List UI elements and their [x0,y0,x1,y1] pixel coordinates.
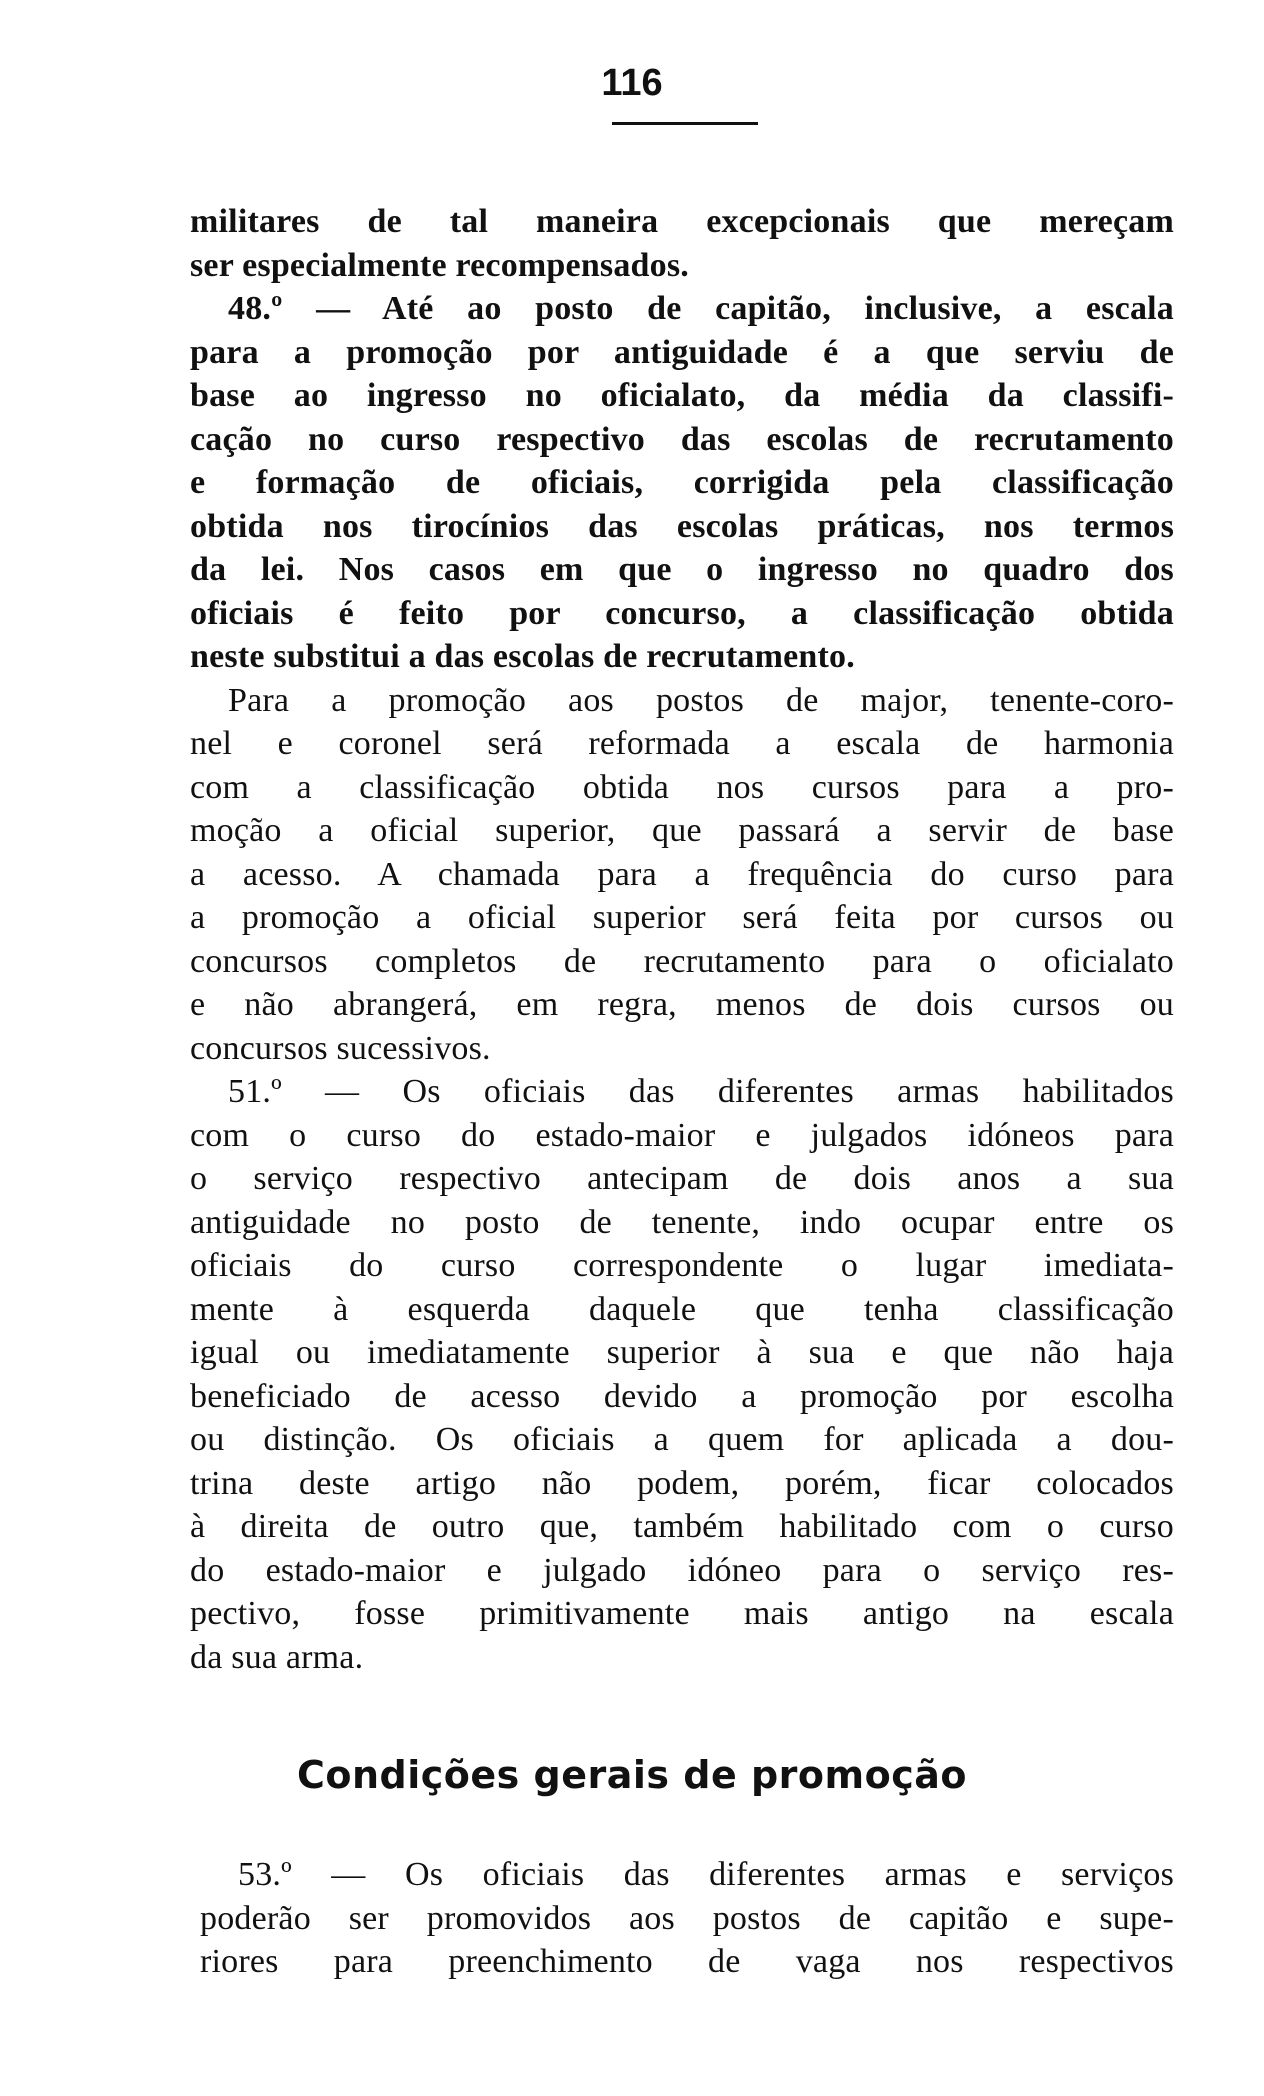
text-line: a promoção a oficial superior será feita por cursos ou [190,899,1174,936]
text-line: oficiais do curso correspondente o lugar imediata- [190,1247,1174,1284]
text-line: concursos completos de recrutamento para o oficialato [190,942,1174,980]
text-line: o serviço respectivo antecipam de dois anos a sua [190,1160,1174,1197]
section-body [200,1853,1174,1984]
text-line: ser especialmente recompensados. [190,246,690,284]
section-heading: Condições gerais de promoção [297,1753,967,1797]
text-line: à direita de outro que, também habilitado com o curso [190,1508,1174,1545]
text-line: oficiais é feito por concurso, a classificação obtida [190,594,1174,632]
text-line: pectivo, fosse primitivamente mais antigo na escala [190,1595,1174,1632]
page-number: 116 [601,62,663,104]
text-line: Para a promoção aos postos de major, tenente-coro- [228,681,1174,719]
text-line: e formação de oficiais, corrigida pela classificação [190,464,1174,501]
article-51-line: 51.º — Os oficiais das diferentes armas habilitados [228,1073,1174,1110]
text-line: com o curso do estado-maior e julgados idóneos para [190,1116,1174,1154]
body-text [190,200,1174,1679]
text-line: obtida nos tirocínios das escolas práticas, nos termos [190,507,1174,545]
text-line: da sua arma. [190,1638,364,1676]
article-48-line: 48.º — Até ao posto de capitão, inclusive, a escala [228,290,1174,327]
text-line: e não abrangerá, em regra, menos de dois cursos ou [190,986,1174,1023]
text-line: igual ou imediatamente superior à sua e que não haja [190,1334,1174,1371]
text-line: moção a oficial superior, que passará a servir de base [190,812,1174,849]
text-line: mente à esquerda daquele que tenha classificação [190,1290,1174,1328]
text-line: trina deste artigo não podem, porém, ficar colocados [190,1464,1174,1502]
text-line: para a promoção por antiguidade é a que serviu de [190,333,1174,371]
text-line: cação no curso respectivo das escolas de recrutamento [190,420,1174,458]
text-line: nel e coronel será reformada a escala de harmonia [190,725,1174,762]
text-line: da lei. Nos casos em que o ingresso no quadro dos [190,551,1174,588]
article-53-line: 53.º — Os oficiais das diferentes armas e serviços [238,1856,1174,1893]
text-line: militares de tal maneira excepcionais que mereçam [190,203,1174,240]
text-line: beneficiado de acesso devido a promoção por escolha [190,1377,1174,1415]
text-line: a acesso. A chamada para a frequência do curso para [190,855,1174,893]
text-line: antiguidade no posto de tenente, indo ocupar entre os [190,1203,1174,1241]
text-line: poderão ser promovidos aos postos de capitão e supe- [200,1899,1174,1937]
text-line: ou distinção. Os oficiais a quem for aplicada a dou- [190,1421,1174,1458]
text-line: concursos sucessivos. [190,1029,491,1067]
text-line: neste substitui a das escolas de recrutamento. [190,638,855,675]
text-line: com a classificação obtida nos cursos para a pro- [190,768,1174,806]
text-line: do estado-maior e julgado idóneo para o serviço res- [190,1551,1174,1589]
text-line: riores para preenchimento de vaga nos respectivos [200,1943,1174,1980]
text-line: base ao ingresso no oficialato, da média da classifi- [190,377,1174,414]
page-number-rule [612,122,758,125]
